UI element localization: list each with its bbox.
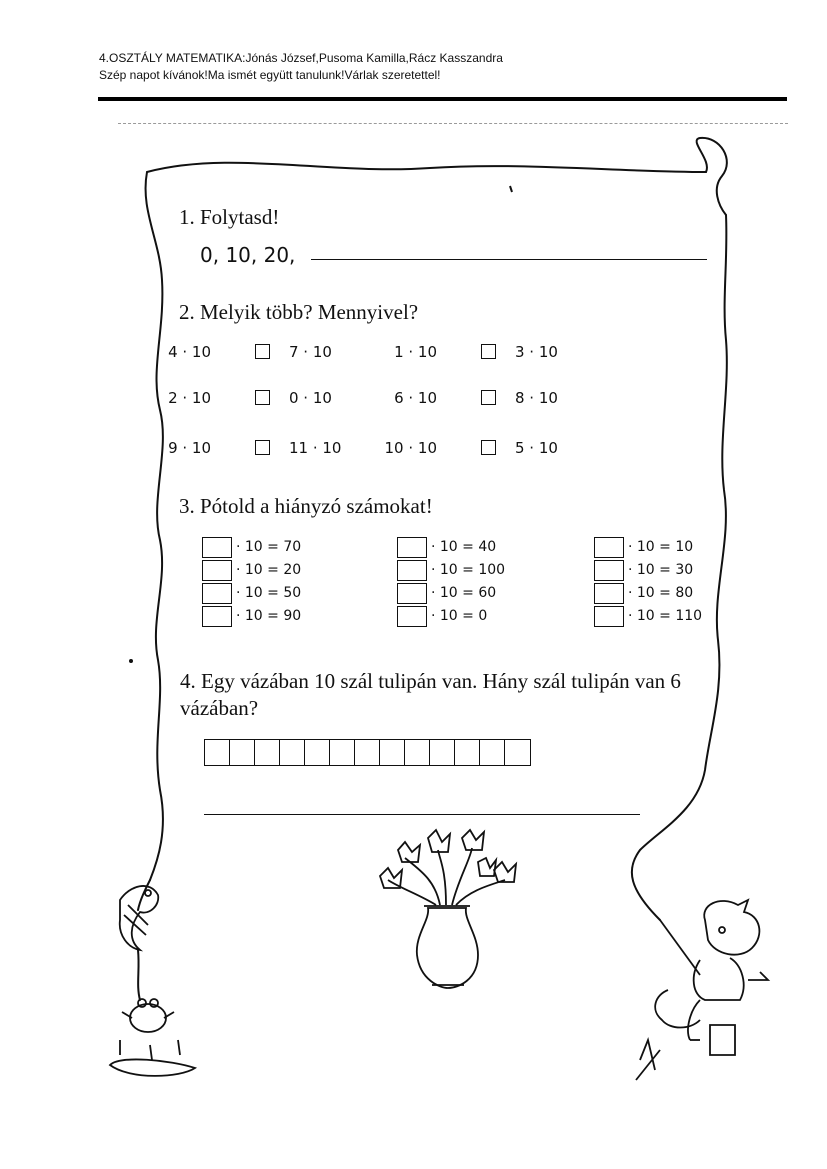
- fill-box[interactable]: [397, 583, 427, 604]
- fill-equation: · 10 = 10: [628, 539, 694, 555]
- fill-box[interactable]: [202, 606, 232, 627]
- task4-title: 4. Egy vázában 10 szál tulipán van. Hány szál tulipán van 6 vázában?: [180, 669, 681, 720]
- fill-box[interactable]: [594, 583, 624, 604]
- compare-left: 9 · 10: [168, 439, 211, 457]
- compare-left: 4 · 10: [168, 343, 211, 361]
- fill-box[interactable]: [594, 537, 624, 558]
- compare-box[interactable]: [481, 390, 496, 405]
- compare-box[interactable]: [481, 344, 496, 359]
- grid-cell[interactable]: [355, 740, 380, 765]
- fill-equation: · 10 = 90: [236, 608, 302, 624]
- fill-box[interactable]: [202, 560, 232, 581]
- fill-box[interactable]: [202, 583, 232, 604]
- tick-mark: [510, 186, 512, 192]
- task3-title: 3. Pótold a hiányzó számokat!: [179, 494, 433, 518]
- task4-answer-line[interactable]: [204, 814, 640, 815]
- compare-left: 10 · 10: [384, 439, 437, 457]
- compare-box[interactable]: [255, 440, 270, 455]
- compare-left: 6 · 10: [394, 389, 437, 407]
- fill-equation: · 10 = 60: [431, 585, 497, 601]
- compare-right: 5 · 10: [515, 439, 558, 457]
- grid-cell[interactable]: [505, 740, 530, 765]
- grid-cell[interactable]: [280, 740, 305, 765]
- fill-box[interactable]: [397, 560, 427, 581]
- grid-cell[interactable]: [380, 740, 405, 765]
- task1-sequence: 0, 10, 20,: [200, 243, 296, 267]
- grid-cell[interactable]: [405, 740, 430, 765]
- fill-equation: · 10 = 70: [236, 539, 302, 555]
- fishing-boy-illustration: [636, 900, 768, 1080]
- fill-equation: · 10 = 110: [628, 608, 703, 624]
- tulip-vase-illustration: [380, 830, 516, 988]
- grid-cell[interactable]: [330, 740, 355, 765]
- dot-mark: [129, 659, 133, 663]
- compare-right: 7 · 10: [289, 343, 332, 361]
- grid-cell[interactable]: [255, 740, 280, 765]
- fish-illustration: [120, 886, 159, 950]
- grid-cell[interactable]: [480, 740, 505, 765]
- header-greeting: Szép napot kívánok!Ma ismét együtt tanulunk!Várlak szeretettel!: [99, 68, 441, 82]
- compare-left: 2 · 10: [168, 389, 211, 407]
- fill-box[interactable]: [594, 606, 624, 627]
- grid-cell[interactable]: [205, 740, 230, 765]
- grid-cell[interactable]: [305, 740, 330, 765]
- fill-equation: · 10 = 20: [236, 562, 302, 578]
- compare-right: 8 · 10: [515, 389, 558, 407]
- fill-equation: · 10 = 30: [628, 562, 694, 578]
- fill-box[interactable]: [397, 537, 427, 558]
- task2-title: 2. Melyik több? Mennyivel?: [179, 300, 419, 324]
- compare-left: 1 · 10: [394, 343, 437, 361]
- fill-box[interactable]: [397, 606, 427, 627]
- answer-grid[interactable]: [204, 739, 531, 766]
- compare-box[interactable]: [255, 390, 270, 405]
- header-title: 4.OSZTÁLY MATEMATIKA:Jónás József,Pusoma Kamilla,Rácz Kasszandra: [99, 51, 503, 65]
- compare-box[interactable]: [255, 344, 270, 359]
- fill-equation: · 10 = 50: [236, 585, 302, 601]
- compare-box[interactable]: [481, 440, 496, 455]
- fill-equation: · 10 = 80: [628, 585, 694, 601]
- grid-cell[interactable]: [230, 740, 255, 765]
- compare-right: 11 · 10: [289, 439, 342, 457]
- task1-answer-line[interactable]: [311, 259, 707, 260]
- compare-right: 3 · 10: [515, 343, 558, 361]
- fill-equation: · 10 = 0: [431, 608, 488, 624]
- fill-box[interactable]: [202, 537, 232, 558]
- crab-illustration: [110, 999, 195, 1076]
- grid-cell[interactable]: [430, 740, 455, 765]
- task1-title: 1. Folytasd!: [179, 205, 280, 229]
- fill-equation: · 10 = 100: [431, 562, 506, 578]
- compare-right: 0 · 10: [289, 389, 332, 407]
- fill-equation: · 10 = 40: [431, 539, 497, 555]
- fill-box[interactable]: [594, 560, 624, 581]
- grid-cell[interactable]: [455, 740, 480, 765]
